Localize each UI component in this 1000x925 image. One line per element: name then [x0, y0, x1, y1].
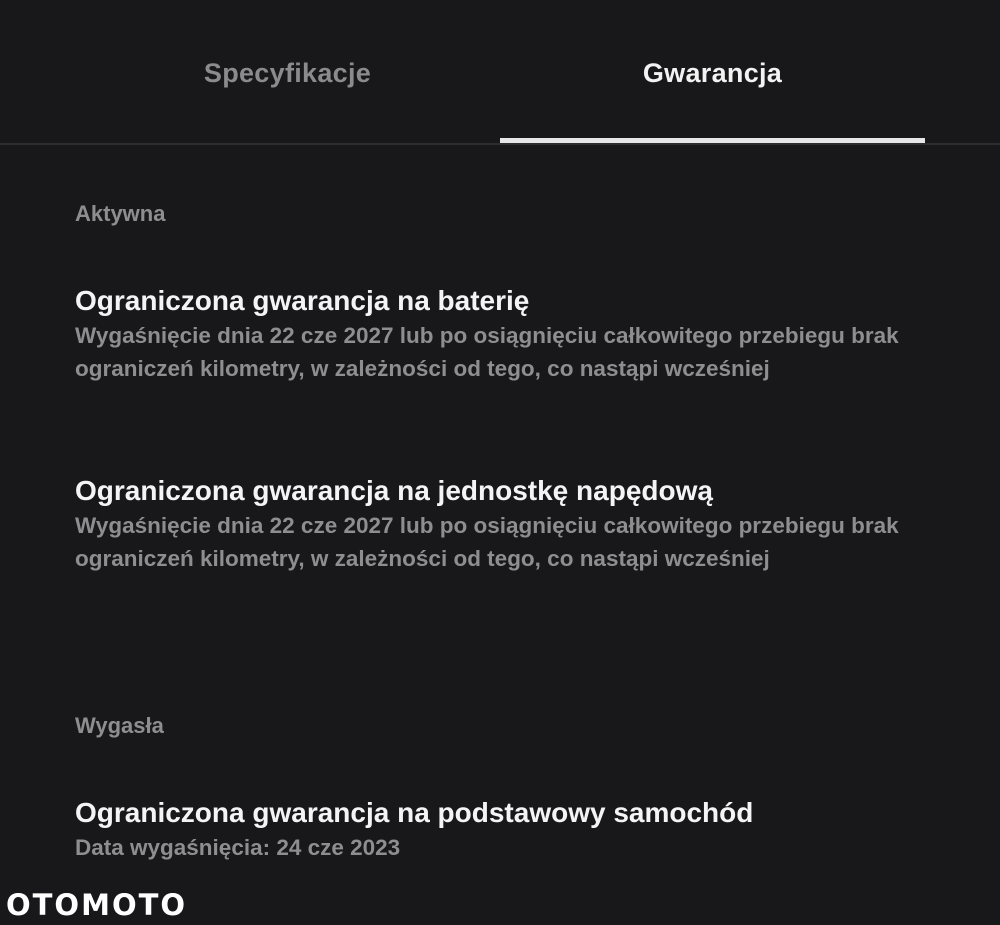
warranty-item-description: Wygaśnięcie dnia 22 cze 2027 lub po osiągnięciu całkowitego przebiegu brak ograniczeń kilometry, w zależności od tego, co nastąpi wcześniej	[75, 513, 899, 571]
section-label-expired: Wygasła	[75, 713, 164, 738]
tab-warranty[interactable]	[500, 0, 925, 145]
tab-bar	[0, 0, 1000, 145]
tab-warranty-label: Gwarancja	[642, 58, 783, 88]
tab-specifications[interactable]	[75, 0, 500, 145]
warranty-item-description: Data wygaśnięcia: 24 cze 2023	[75, 835, 401, 860]
warranty-item-title: Ograniczona gwarancja na jednostkę napędową	[75, 475, 713, 506]
warranty-item-description: Wygaśnięcie dnia 22 cze 2027 lub po osiągnięciu całkowitego przebiegu brak ograniczeń kilometry, w zależności od tego, co nastąpi wcześniej	[75, 323, 899, 381]
tab-specifications-label: Specyfikacje	[203, 58, 372, 88]
warranty-item-title: Ograniczona gwarancja na baterię	[75, 285, 530, 316]
warranty-item-battery	[75, 283, 925, 385]
warranty-item-title: Ograniczona gwarancja na podstawowy samochód	[75, 797, 754, 828]
warranty-item-drive-unit	[75, 473, 925, 575]
section-label-active: Aktywna	[75, 201, 166, 226]
warranty-item-basic-vehicle	[75, 795, 925, 864]
otomoto-watermark-logo: OTOMOTO	[6, 888, 188, 922]
active-tab-indicator	[500, 138, 925, 143]
